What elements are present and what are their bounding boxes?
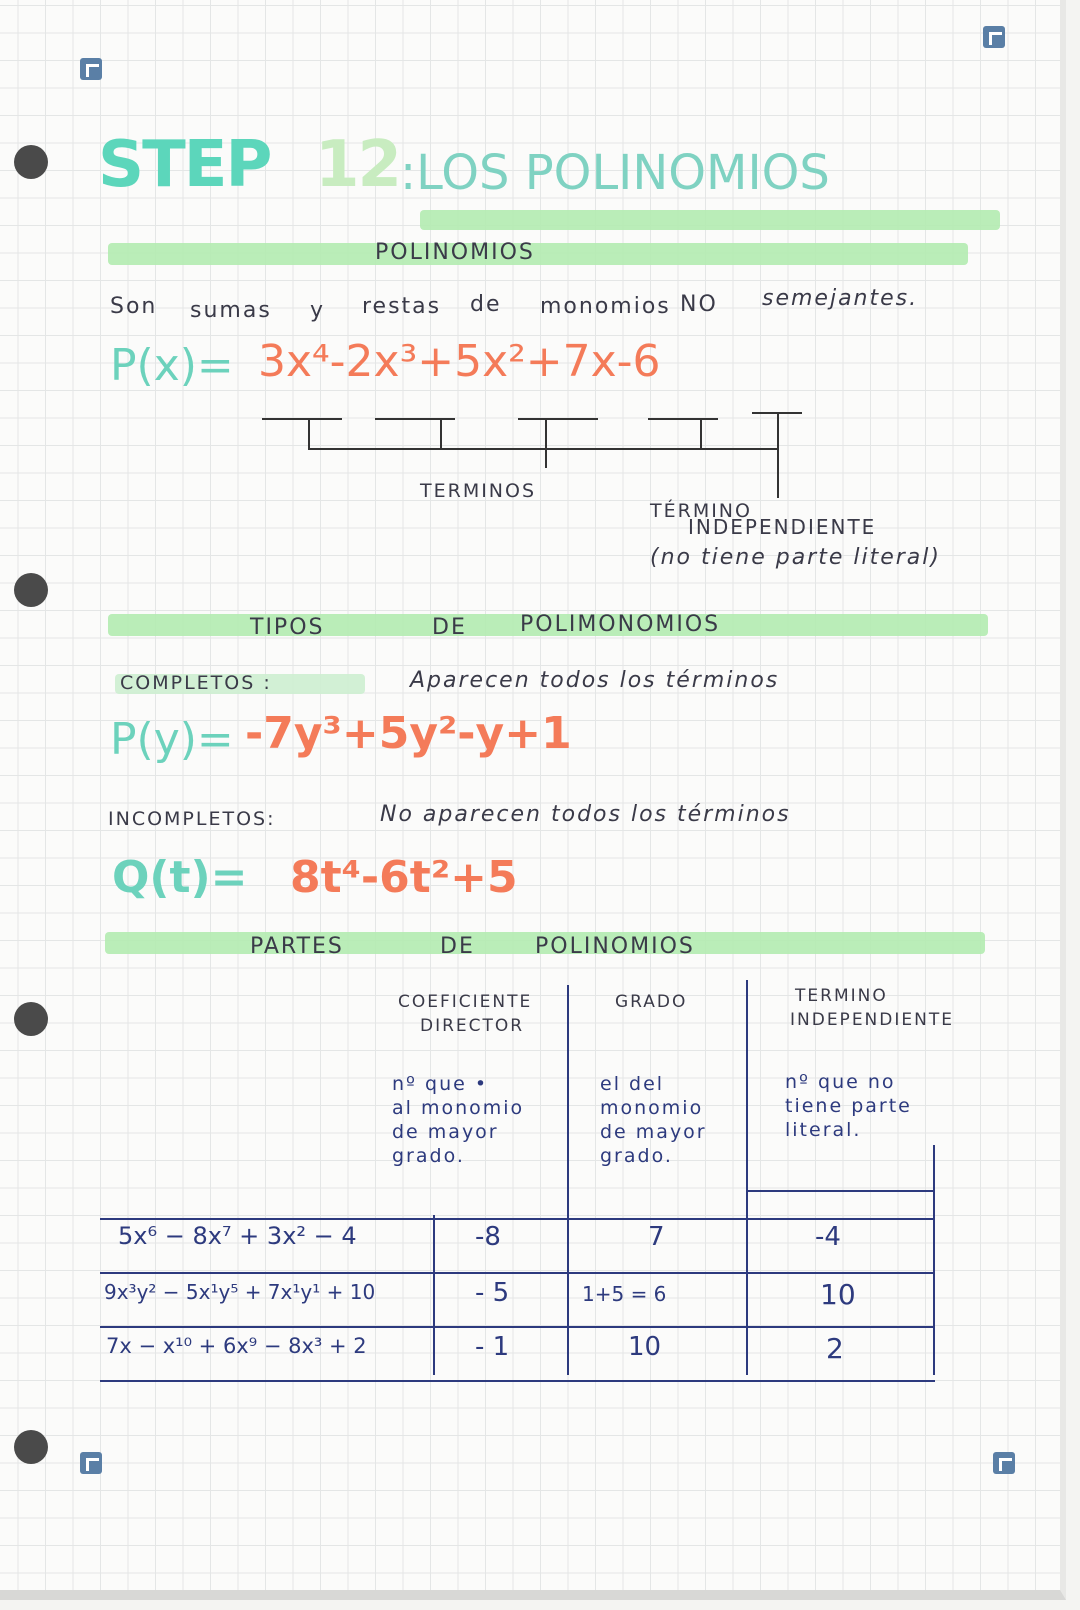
- corner-marker-icon: [993, 1452, 1015, 1474]
- row-coefficient: -8: [475, 1222, 501, 1252]
- row-independent-term: -4: [815, 1222, 841, 1252]
- independent-term-label: INDEPENDIENTE: [688, 515, 877, 539]
- section-heading: POLINOMIOS: [375, 240, 535, 265]
- definition-word: NO: [680, 292, 718, 317]
- column-header: DIRECTOR: [420, 1016, 525, 1036]
- definition-word: Son: [110, 294, 158, 319]
- row-polynomial: 5x⁶ − 8x⁷ + 3x² − 4: [118, 1222, 357, 1250]
- binder-hole-icon: [14, 145, 48, 179]
- row-polynomial: 9x³y² − 5x¹y⁵ + 7x¹y¹ + 10: [104, 1280, 376, 1304]
- column-header: GRADO: [615, 992, 688, 1012]
- complete-example-label: P(y)=: [110, 714, 234, 765]
- terms-label: TERMINOS: [420, 480, 537, 502]
- independent-term-note: (no tiene parte literal): [650, 545, 941, 570]
- row-coefficient: - 1: [475, 1332, 510, 1362]
- section-heading: PARTES: [250, 934, 344, 959]
- definition-word: monomios: [540, 294, 671, 319]
- corner-marker-icon: [80, 1452, 102, 1474]
- example-expression: 3x⁴-2x³+5x²+7x-6: [258, 336, 661, 387]
- incomplete-example-label: Q(t)=: [112, 852, 248, 903]
- complete-description: Aparecen todos los términos: [410, 668, 780, 693]
- section-heading: POLINOMIOS: [535, 934, 695, 959]
- row-degree: 10: [628, 1332, 662, 1362]
- section-heading: POLIMONOMIOS: [520, 612, 721, 637]
- definition-word: restas: [362, 294, 442, 319]
- row-independent-term: 10: [820, 1278, 856, 1311]
- row-independent-term: 2: [826, 1332, 844, 1365]
- title-text: :LOS POLINOMIOS: [400, 145, 830, 201]
- complete-label: COMPLETOS :: [120, 672, 272, 694]
- incomplete-label: INCOMPLETOS:: [108, 808, 276, 830]
- section-heading: DE: [432, 615, 467, 640]
- binder-hole-icon: [14, 573, 48, 607]
- row-coefficient: - 5: [475, 1278, 510, 1308]
- definition-word: de: [470, 292, 502, 317]
- section-heading: DE: [440, 934, 475, 959]
- column-header: COEFICIENTE: [398, 992, 533, 1012]
- incomplete-description: No aparecen todos los términos: [380, 802, 791, 827]
- column-description: nº que no tiene parte literal.: [785, 1071, 912, 1141]
- binder-hole-icon: [14, 1002, 48, 1036]
- column-description: el del monomio de mayor grado.: [600, 1073, 707, 1167]
- column-header: TERMINO: [795, 986, 888, 1006]
- row-degree: 7: [648, 1222, 665, 1252]
- corner-marker-icon: [983, 26, 1005, 48]
- definition-word: semejantes.: [762, 286, 919, 311]
- independent-term-label: TÉRMINO: [650, 500, 752, 522]
- binder-hole-icon: [14, 1430, 48, 1464]
- incomplete-example-expression: 8t⁴-6t²+5: [290, 852, 518, 903]
- corner-marker-icon: [80, 58, 102, 80]
- complete-example-expression: -7y³+5y²-y+1: [245, 708, 572, 759]
- column-description: nº que • al monomio de mayor grado.: [392, 1073, 525, 1167]
- title-step: STEP: [98, 128, 271, 202]
- column-header: INDEPENDIENTE: [790, 1010, 954, 1030]
- title-number: 12: [315, 128, 401, 202]
- row-polynomial: 7x − x¹⁰ + 6x⁹ − 8x³ + 2: [106, 1334, 367, 1358]
- section-heading: TIPOS: [250, 615, 325, 640]
- example-label: P(x)=: [110, 340, 234, 391]
- definition-word: y: [310, 298, 326, 323]
- definition-word: sumas: [190, 298, 272, 323]
- row-degree: 1+5 = 6: [582, 1282, 667, 1306]
